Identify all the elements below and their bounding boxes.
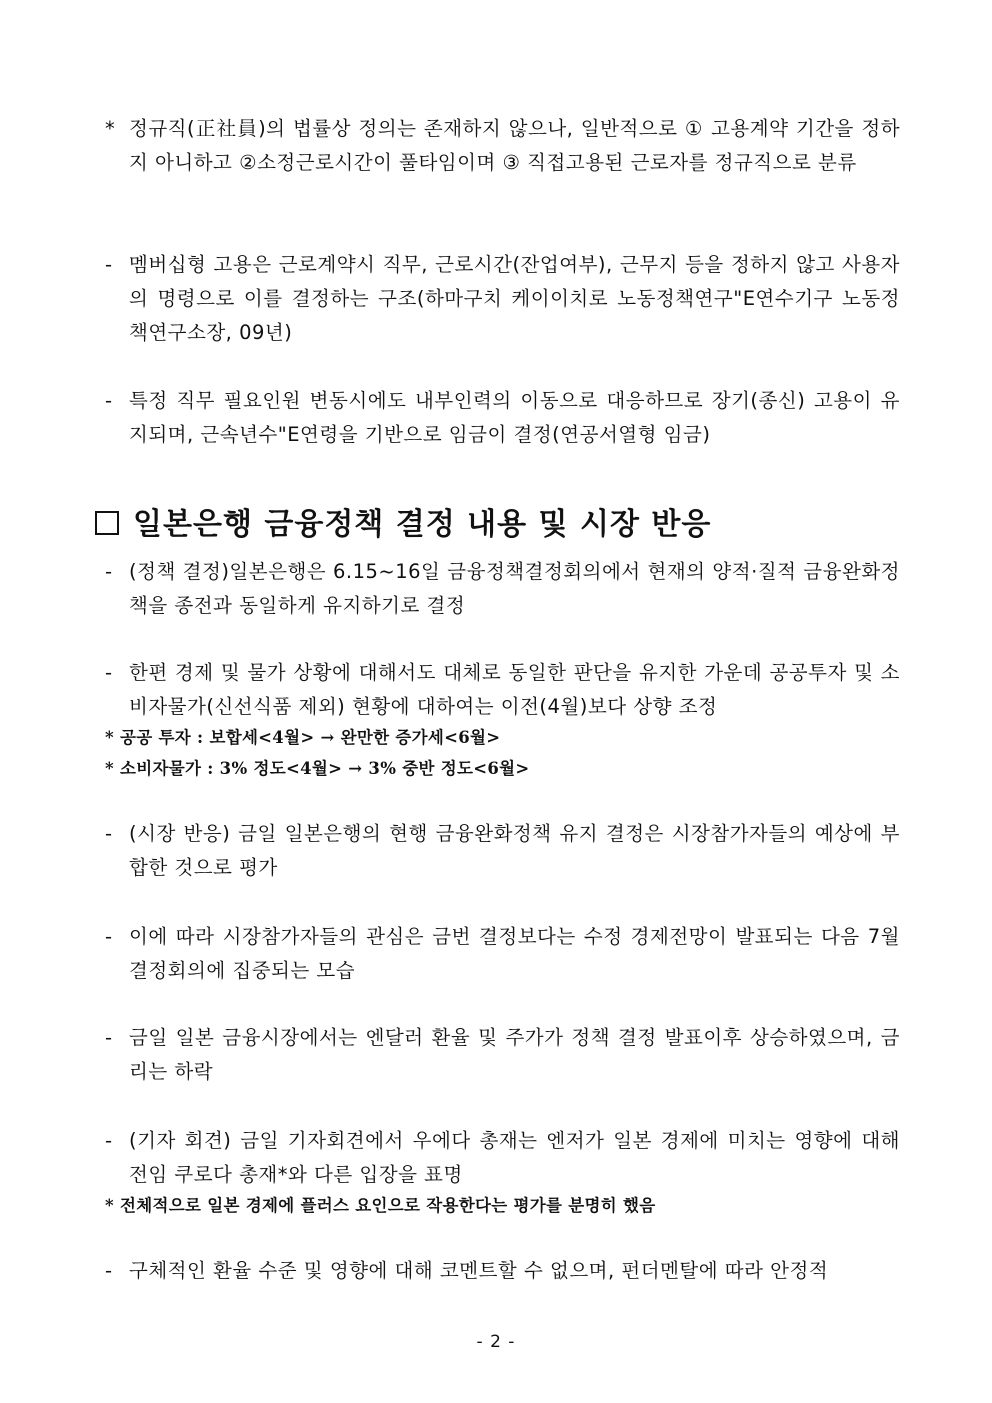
note-marker: - [105, 253, 113, 276]
item-policy-decision [105, 555, 900, 623]
section-heading [95, 503, 895, 547]
item-marker: - [105, 661, 113, 684]
item-market-reaction [105, 817, 900, 885]
subnote-marker: * [105, 759, 114, 778]
item-text: (정책 결정)일본은행은 6.15~16일 금융정책결정회의에서 현재의 양적·질적 금융완화정책을 종전과 동일하게 유지하기로 결정 [129, 560, 900, 617]
item-text: (시장 반응) 금일 일본은행의 현행 금융완화정책 유지 결정은 시장참가자들의 예상에 부합한 것으로 평가 [129, 822, 900, 879]
subnote-marker: * [105, 1196, 114, 1215]
checkbox-square-icon [95, 511, 119, 535]
note-text: 특정 직무 필요인원 변동시에도 내부인력의 이동으로 대응하므로 장기(종신) 고용이 유지되며, 근속년수"E연령을 기반으로 임금이 결정(연공서열형 임금) [129, 389, 900, 446]
subnote-text: 전체적으로 일본 경제에 플러스 요인으로 작용한다는 평가를 분명히 했음 [119, 1196, 656, 1215]
section-heading-text: 일본은행 금융정책 결정 내용 및 시장 반응 [133, 507, 712, 542]
item-financial-markets [105, 1021, 900, 1089]
item-marker: - [105, 822, 113, 845]
item-exchange-rate-comment [105, 1254, 900, 1288]
item-text: 구체적인 환율 수준 및 영향에 대해 코멘트할 수 없으며, 펀더멘탈에 따라 안정적 [129, 1259, 829, 1282]
item-marker: - [105, 925, 113, 948]
subnote-consumer-price [105, 754, 900, 784]
note-text: 정규직(正社員)의 법률상 정의는 존재하지 않으나, 일반적으로 ① 고용계약 기간을 정하지 아니하고 ②소정근로시간이 풀타임이며 ③ 직접고용된 근로자를 정규직으로 분류 [129, 117, 900, 174]
item-economy-price-assessment [105, 656, 900, 724]
item-text: (기자 회견) 금일 기자회견에서 우에다 총재는 엔저가 일본 경제에 미치는 영향에 대해 전임 쿠로다 총재*와 다른 입장을 표명 [129, 1129, 900, 1186]
note-membership-employment [105, 248, 900, 350]
item-press-conference [105, 1124, 900, 1192]
item-text: 금일 일본 금융시장에서는 엔달러 환율 및 주가가 정책 결정 발표이후 상승하였으며, 금리는 하락 [129, 1026, 900, 1083]
note-marker: - [105, 389, 113, 412]
subnote-text: 공공 투자 : 보합세<4월> → 완만한 증가세<6월> [119, 728, 501, 747]
item-marker: - [105, 1026, 113, 1049]
note-marker: * [105, 117, 116, 140]
item-marker: - [105, 1129, 113, 1152]
subnote-text: 소비자물가 : 3% 정도<4월> → 3% 중반 정도<6월> [119, 759, 530, 778]
item-marker: - [105, 560, 113, 583]
subnote-public-investment [105, 723, 900, 753]
item-text: 이에 따라 시장참가자들의 관심은 금번 결정보다는 수정 경제전망이 발표되는 다음 7월 결정회의에 집중되는 모습 [129, 925, 900, 982]
note-internal-mobility [105, 384, 900, 452]
item-marker: - [105, 1259, 113, 1282]
note-regular-employee [105, 112, 900, 180]
subnote-marker: * [105, 728, 114, 747]
subnote-kuroda-view [105, 1191, 900, 1221]
page-number: - 2 - [476, 1332, 516, 1352]
note-text: 멤버십형 고용은 근로계약시 직무, 근로시간(잔업여부), 근무지 등을 정하지 않고 사용자의 명령으로 이를 결정하는 구조(하마구치 케이이치로 노동정책연구"E연수기구 노동정책연구소장, 09년) [129, 253, 900, 344]
item-text: 한편 경제 및 물가 상황에 대해서도 대체로 동일한 판단을 유지한 가운데 공공투자 및 소비자물가(신선식품 제외) 현황에 대하여는 이전(4월)보다 상향 조정 [129, 661, 900, 718]
item-market-attention [105, 920, 900, 988]
